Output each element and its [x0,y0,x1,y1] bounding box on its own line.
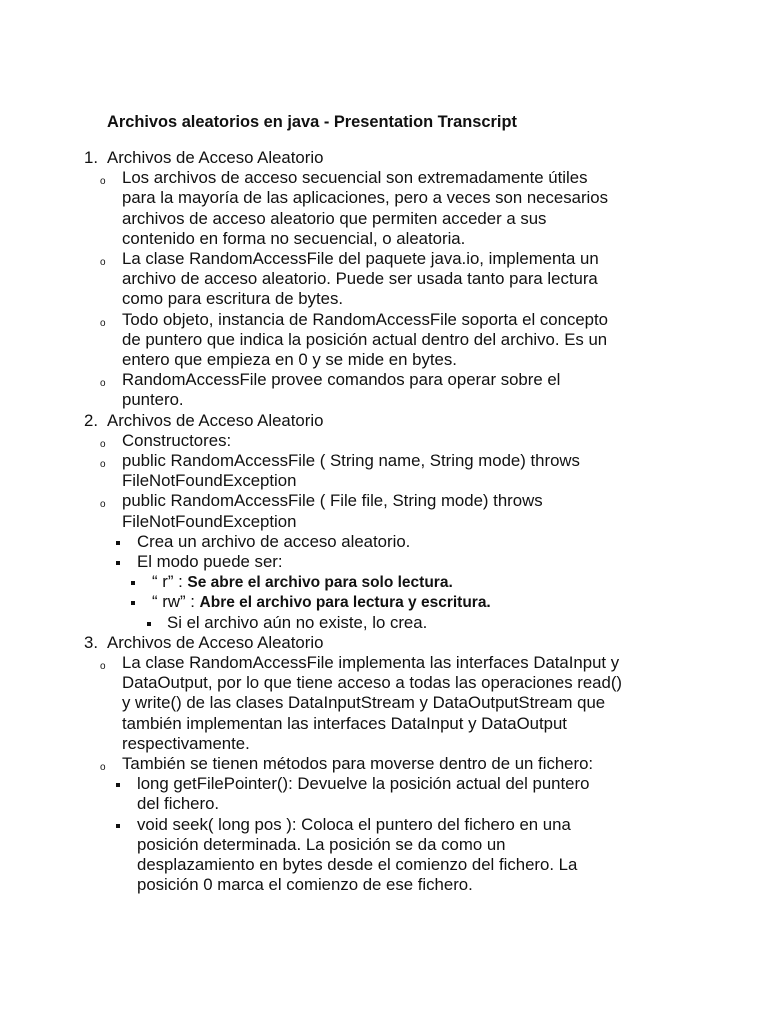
square-bullet-icon [116,783,120,787]
square-bullet-icon [116,824,120,828]
square-bullet-icon [116,541,120,545]
circle-bullet-icon: o [100,661,106,672]
list-item-text-line: La clase RandomAccessFile del paquete java.io, implementa un [122,249,599,268]
list-item-text-line: respectivamente. [122,733,250,753]
list-item-text-line: Constructores: [122,430,232,450]
circle-bullet-icon: o [100,257,106,268]
list-item-text-line: Crea un archivo de acceso aleatorio. [137,531,411,551]
list-item-text-line: FileNotFoundException [122,471,297,491]
list-item-text-line: DataOutput, por lo que tiene acceso a todas las operaciones read() [122,673,623,693]
list-item-text-line: RandomAccessFile provee comandos para operar sobre el [122,370,561,390]
section-heading: Archivos de Acceso Aleatorio [107,632,324,652]
list-item-text-line: La clase RandomAccessFile implementa las interfaces DataInput y [122,653,620,672]
mode-option-description: Abre el archivo para lectura y escritura. [199,594,491,612]
list-item-text-line: Si el archivo aún no existe, lo crea. [167,612,428,632]
circle-bullet-icon: o [100,762,106,773]
square-bullet-icon [116,561,120,565]
list-item-text-line: como para escritura de bytes. [122,289,344,309]
mode-option-code: “ r” : [152,572,188,592]
circle-bullet-icon: o [100,499,106,511]
section-number: 2. [84,410,98,430]
list-item-text-line: Todo objeto, instancia de RandomAccessFile soporta el concepto [122,309,609,329]
section-number: 3. [84,632,98,652]
list-item-text-line: también implementan las interfaces DataInput y DataOutput [122,713,567,733]
circle-bullet-icon: o [100,438,106,450]
square-bullet-icon [147,622,151,626]
list-item-text-line: archivo de acceso aleatorio. Puede ser usada tanto para lectura [122,269,598,289]
section-number: 1. [84,148,98,167]
document-title: Archivos aleatorios en java - Presentation Transcript [107,113,517,131]
list-item-text-line: El modo puede ser: [137,552,283,571]
list-item-text-line: del fichero. [137,794,220,814]
circle-bullet-icon: o [100,176,106,188]
section-heading: Archivos de Acceso Aleatorio [107,410,324,430]
list-item-text-line: FileNotFoundException [122,511,297,531]
list-item-text-line: public RandomAccessFile ( File file, String mode) throws [122,491,543,511]
list-item-text-line: archivos de acceso aleatorio que permiten acceder a sus [122,208,547,228]
mode-option-line [152,592,491,613]
square-bullet-icon [131,601,135,605]
list-item-text-line: Los archivos de acceso secuencial son extremadamente útiles [122,168,588,188]
list-item-text-line: void seek( long pos ): Coloca el puntero del fichero en una [137,814,571,834]
list-item-text-line: entero que empieza en 0 y se mide en bytes. [122,350,457,369]
list-item-text-line: para la mayoría de las aplicaciones, pero a veces son necesarios [122,188,608,208]
list-item-text-line: También se tienen métodos para moverse dentro de un fichero: [122,754,594,773]
list-item-text-line: puntero. [122,390,184,410]
list-item-text-line: posición 0 marca el comienzo de ese fichero. [137,875,473,895]
list-item-text-line: posición determinada. La posición se da como un [137,834,506,854]
list-item-text-line: de puntero que indica la posición actual dentro del archivo. Es un [122,329,608,349]
list-item-text-line: long getFilePointer(): Devuelve la posición actual del puntero [137,774,590,794]
circle-bullet-icon: o [100,378,106,390]
list-item-text-line: contenido en forma no secuencial, o aleatoria. [122,228,466,248]
circle-bullet-icon: o [100,317,106,329]
list-item-text-line: y write() de las clases DataInputStream y DataOutputStream que [122,693,606,713]
mode-option-description: Se abre el archivo para solo lectura. [187,574,453,592]
list-item-text-line: public RandomAccessFile ( String name, String mode) throws [122,451,580,470]
section-heading: Archivos de Acceso Aleatorio [107,148,324,167]
list-item-text-line: desplazamiento en bytes desde el comienzo del fichero. La [137,855,578,874]
mode-option-code: “ rw” : [152,592,200,612]
square-bullet-icon [131,581,135,585]
mode-option-line [152,572,453,593]
circle-bullet-icon: o [100,459,106,470]
